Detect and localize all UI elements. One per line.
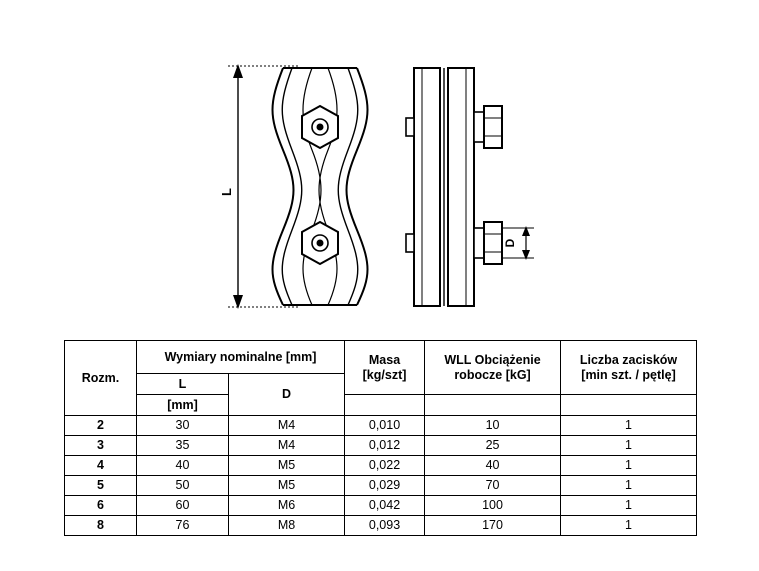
mass-cell: 0,010 <box>345 416 425 436</box>
header-mass <box>345 341 425 395</box>
bolt-center-lower <box>317 240 324 247</box>
table-row <box>65 496 697 516</box>
plate-right <box>448 68 474 306</box>
bolt-center-upper <box>317 124 324 131</box>
header-wll <box>425 341 561 395</box>
wll-cell: 170 <box>425 516 561 536</box>
groove-right <box>319 68 337 305</box>
header-clips-unit-spacer <box>561 395 697 416</box>
nut-lower-side <box>484 222 502 264</box>
table-header <box>65 341 697 416</box>
nut-upper-side <box>484 106 502 148</box>
plate-left <box>414 68 440 306</box>
header-mass-line1: Masa <box>368 353 401 368</box>
nominal-d-cell: M5 <box>229 476 345 496</box>
header-clips <box>561 341 697 395</box>
bolt-tip-upper <box>406 118 414 136</box>
wll-cell: 70 <box>425 476 561 496</box>
clips-cell: 1 <box>561 476 697 496</box>
header-nominal-l-unit: [mm] <box>137 395 229 416</box>
washer-upper <box>474 112 484 142</box>
nominal-d-cell: M6 <box>229 496 345 516</box>
mass-cell: 0,022 <box>345 456 425 476</box>
washer-lower <box>474 228 484 258</box>
dimension-l-group <box>228 64 300 309</box>
header-wll-unit-spacer <box>425 395 561 416</box>
nominal-l-cell: 30 <box>137 416 229 436</box>
mass-cell: 0,042 <box>345 496 425 516</box>
mass-cell: 0,029 <box>345 476 425 496</box>
table-row <box>65 476 697 496</box>
mass-cell: 0,093 <box>345 516 425 536</box>
size-cell: 6 <box>65 496 137 516</box>
wll-cell: 40 <box>425 456 561 476</box>
table-row <box>65 416 697 436</box>
header-nominal-l: L <box>137 374 229 395</box>
table-row <box>65 516 697 536</box>
dimension-l-label: L <box>219 188 234 196</box>
header-mass-line2: [kg/szt] <box>362 367 407 382</box>
table-row <box>65 456 697 476</box>
bolt-tip-lower <box>406 234 414 252</box>
header-clips-line2: [min szt. / pętlę] <box>581 367 676 382</box>
header-nominal-dims: Wymiary nominalne [mm] <box>137 341 345 374</box>
header-wll-line2: robocze [kG] <box>454 367 531 382</box>
header-size: Rozm. <box>65 341 137 416</box>
wll-cell: 10 <box>425 416 561 436</box>
clips-cell: 1 <box>561 496 697 516</box>
nominal-l-cell: 40 <box>137 456 229 476</box>
dimension-d-label: D <box>503 238 517 248</box>
clips-cell: 1 <box>561 516 697 536</box>
nominal-l-cell: 50 <box>137 476 229 496</box>
header-nominal-d: D <box>229 374 345 416</box>
mass-cell: 0,012 <box>345 436 425 456</box>
nominal-d-cell: M4 <box>229 416 345 436</box>
specification-table <box>64 340 697 536</box>
clips-cell: 1 <box>561 436 697 456</box>
front-view <box>273 68 368 305</box>
side-view <box>406 68 502 306</box>
header-row-3 <box>65 395 697 416</box>
wll-cell: 100 <box>425 496 561 516</box>
size-cell: 8 <box>65 516 137 536</box>
specification-table-container <box>64 340 696 536</box>
wll-cell: 25 <box>425 436 561 456</box>
groove-left <box>303 68 321 305</box>
header-row-1 <box>65 341 697 374</box>
header-clips-line1: Liczba zacisków <box>579 353 678 368</box>
nominal-l-cell: 35 <box>137 436 229 456</box>
clips-cell: 1 <box>561 456 697 476</box>
table-body <box>65 416 697 536</box>
nominal-d-cell: M5 <box>229 456 345 476</box>
nominal-l-cell: 60 <box>137 496 229 516</box>
table-row <box>65 436 697 456</box>
nominal-d-cell: M4 <box>229 436 345 456</box>
nominal-l-cell: 76 <box>137 516 229 536</box>
nominal-d-cell: M8 <box>229 516 345 536</box>
size-cell: 5 <box>65 476 137 496</box>
size-cell: 4 <box>65 456 137 476</box>
body-outline-right-inner <box>338 68 358 305</box>
size-cell: 3 <box>65 436 137 456</box>
body-outline-left-inner <box>282 68 302 305</box>
header-wll-line1: WLL Obciążenie <box>444 353 541 368</box>
clips-cell: 1 <box>561 416 697 436</box>
header-mass-unit-spacer <box>345 395 425 416</box>
size-cell: 2 <box>65 416 137 436</box>
